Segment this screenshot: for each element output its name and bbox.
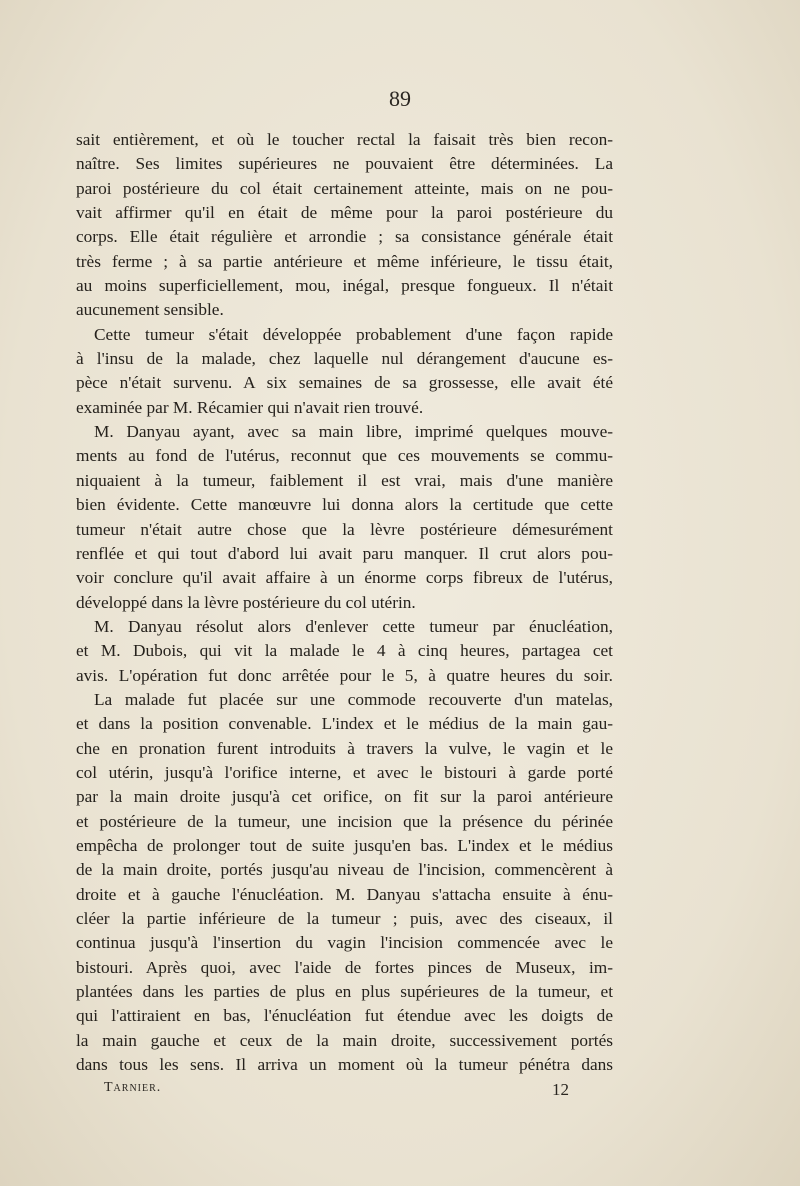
- text-line: col utérin, jusqu'à l'orifice interne, et avec le bistouri à garde porté: [76, 762, 613, 782]
- text-line: pèce n'était survenu. A six semaines de sa grossesse, elle avait été: [76, 373, 613, 393]
- text-line: plantées dans les parties de plus en plus supérieures de la tumeur, et: [76, 982, 613, 1002]
- text-line: naître. Ses limites supérieures ne pouvaient être déterminées. La: [76, 154, 613, 174]
- text-line: corps. Elle était régulière et arrondie ; sa consistance générale était: [76, 227, 613, 247]
- text-line: avis. L'opération fut donc arrêtée pour le 5, à quatre heures du soir.: [76, 665, 613, 685]
- page-number: 89: [389, 86, 411, 111]
- body-text: [76, 128, 613, 1077]
- text-line: la main gauche et ceux de la main droite, successivement portés: [76, 1030, 613, 1050]
- printer-signature: Tarnier.: [104, 1080, 162, 1095]
- text-line: che en pronation furent introduits à travers la vulve, le vagin et le: [76, 738, 613, 758]
- sheet-number: 12: [552, 1080, 569, 1099]
- text-line: à l'insu de la malade, chez laquelle nul dérangement d'aucune es-: [76, 349, 613, 369]
- text-line: Cette tumeur s'était développée probablement d'une façon rapide: [94, 324, 613, 344]
- text-line: développé dans la lèvre postérieure du col utérin.: [76, 592, 416, 612]
- text-line: droite et à gauche l'énucléation. M. Danyau s'attacha ensuite à énu-: [76, 884, 613, 904]
- text-line: dans tous les sens. Il arriva un moment où la tumeur pénétra dans: [76, 1055, 613, 1075]
- text-line: par la main droite jusqu'à cet orifice, on fit sur la paroi antérieure: [76, 787, 613, 807]
- text-line: bistouri. Après quoi, avec l'aide de fortes pinces de Museux, im-: [76, 957, 613, 977]
- text-line: vait affirmer qu'il en était de même pour la paroi postérieure du: [76, 203, 613, 223]
- text-line: continua jusqu'à l'insertion du vagin l'incision commencée avec le: [76, 933, 613, 953]
- text-line: bien évidente. Cette manœuvre lui donna alors la certitude que cette: [76, 495, 613, 515]
- text-line: empêcha de prolonger tout de suite jusqu'en bas. L'index et le médius: [76, 835, 613, 855]
- text-line: et dans la position convenable. L'index et le médius de la main gau-: [76, 714, 613, 734]
- text-line: aucunement sensible.: [76, 300, 224, 320]
- text-line: tumeur n'était autre chose que la lèvre postérieure démesurément: [76, 519, 613, 539]
- text-line: renflée et qui tout d'abord lui avait paru manquer. Il crut alors pou-: [76, 543, 613, 563]
- text-line: paroi postérieure du col était certainement atteinte, mais on ne pou-: [76, 178, 613, 198]
- text-line: La malade fut placée sur une commode recouverte d'un matelas,: [94, 689, 613, 709]
- text-line: examinée par M. Récamier qui n'avait rien trouvé.: [76, 397, 424, 417]
- text-line: niquaient à la tumeur, faiblement il est vrai, mais d'une manière: [76, 470, 613, 490]
- text-line: sait entièrement, et où le toucher rectal la faisait très bien recon-: [76, 130, 613, 149]
- text-line: de la main droite, portés jusqu'au niveau de l'incision, commencèrent à: [76, 860, 613, 880]
- text-line: et postérieure de la tumeur, une incision que la présence du périnée: [76, 811, 613, 831]
- text-line: ments au fond de l'utérus, reconnut que ces mouvements se commu-: [76, 446, 613, 466]
- text-line: au moins superficiellement, mou, inégal, presque fongueux. Il n'était: [76, 276, 613, 296]
- text-line: M. Danyau ayant, avec sa main libre, imprimé quelques mouve-: [94, 422, 613, 442]
- text-line: qui l'attiraient en bas, l'énucléation fut étendue avec les doigts de: [76, 1006, 613, 1026]
- text-line: voir conclure qu'il avait affaire à un énorme corps fibreux de l'utérus,: [76, 568, 613, 588]
- text-line: et M. Dubois, qui vit la malade le 4 à cinq heures, partagea cet: [76, 641, 613, 661]
- text-line: très ferme ; à sa partie antérieure et même inférieure, le tissu était,: [76, 251, 613, 271]
- text-line: cléer la partie inférieure de la tumeur ; puis, avec des ciseaux, il: [76, 909, 613, 928]
- text-line: M. Danyau résolut alors d'enlever cette tumeur par énucléation,: [94, 616, 613, 636]
